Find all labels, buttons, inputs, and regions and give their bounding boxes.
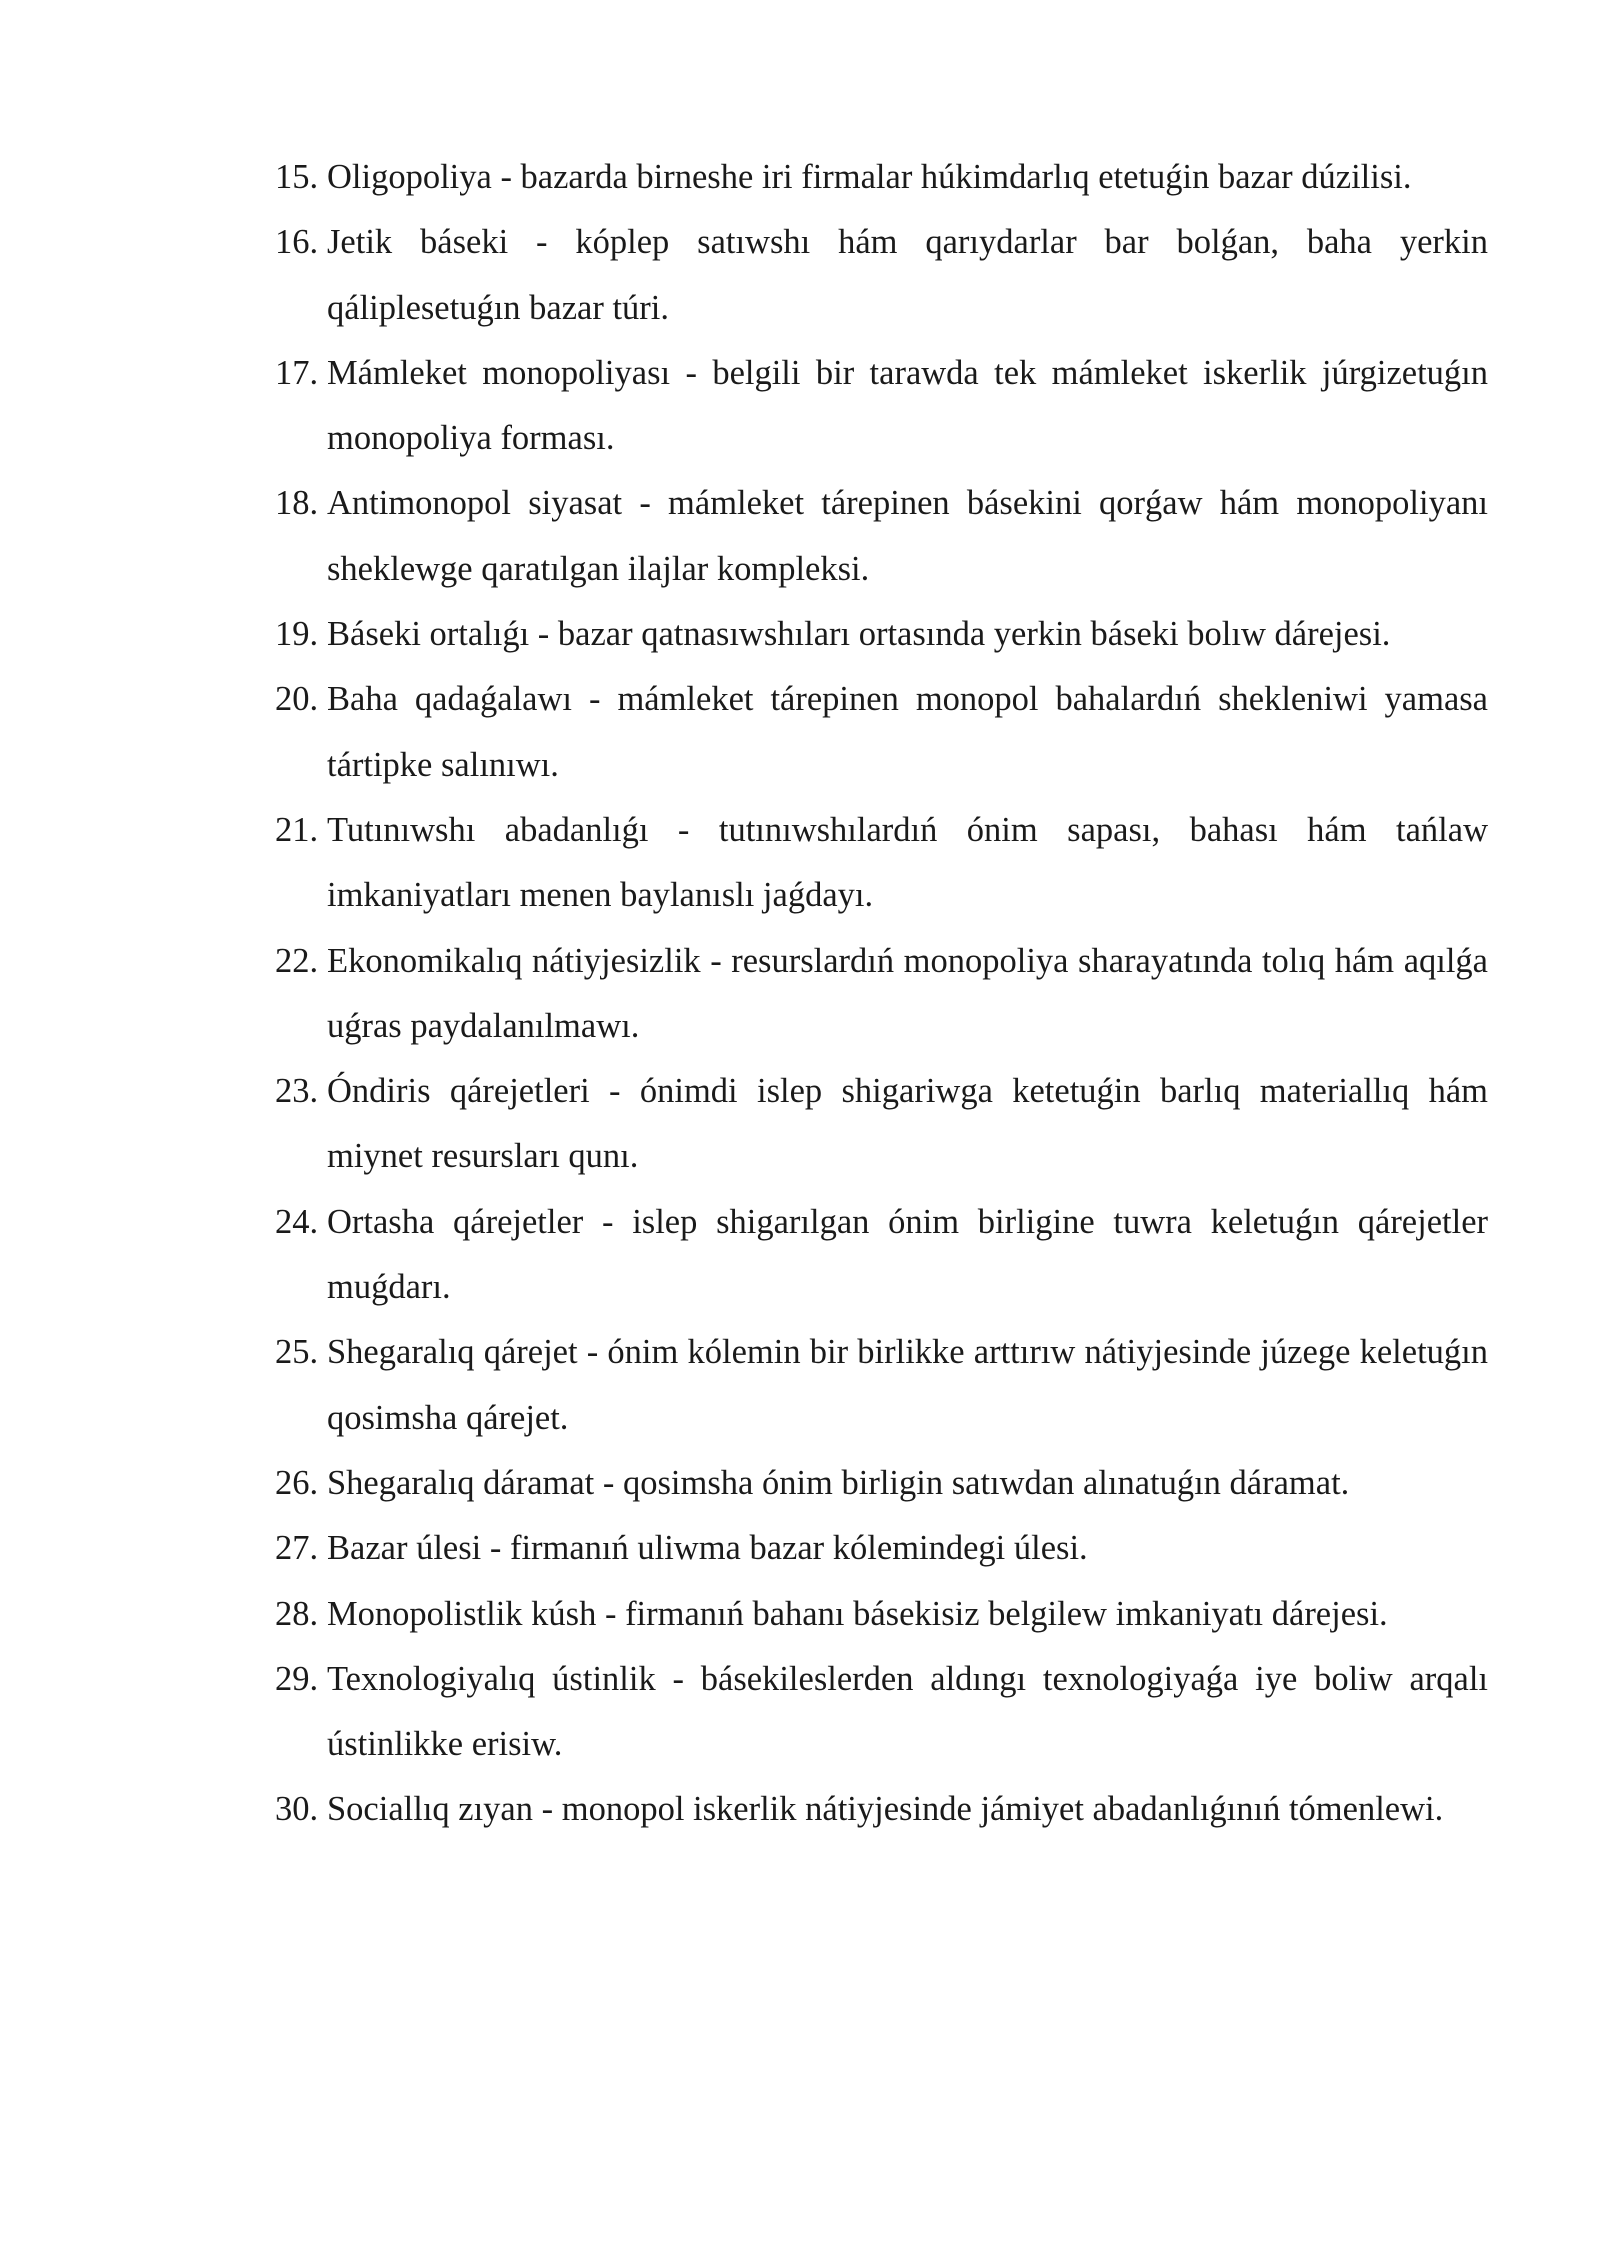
item-number: 29. <box>275 1659 319 1698</box>
item-text: Báseki ortalıǵı - bazar qatnasıwshıları ortasında yerkin báseki bolıw dárejesi. <box>327 615 1391 654</box>
item-number: 25. <box>275 1333 319 1372</box>
item-number: 30. <box>275 1790 319 1829</box>
item-number: 24. <box>275 1202 319 1241</box>
list-item <box>275 1777 1488 1842</box>
item-number: 15. <box>275 158 319 196</box>
item-text: Oligopoliya - bazarda birneshe iri firmalar húkimdarlıq etetuǵin bazar dúzilisi. <box>327 158 1412 196</box>
item-number: 20. <box>275 680 319 719</box>
item-number: 28. <box>275 1594 319 1633</box>
item-number: 19. <box>275 615 319 654</box>
list-item <box>275 210 1488 341</box>
item-text: Texnologiyalıq ústinlik - básekileslerden aldıngı texnologiyaǵa iye boliw arqalı ústinlikke erisiw. <box>327 1659 1488 1764</box>
item-text: Monopolistlik kúsh - firmanıń bahanı básekisiz belgilew imkaniyatı dárejesi. <box>327 1594 1388 1633</box>
item-text: Baha qadaǵalawı - mámleket tárepinen monopol bahalardıń shekleniwi yamasa tártipke salınıwı. <box>327 680 1488 784</box>
item-text: Antimonopol siyasat - mámleket tárepinen básekini qorǵaw hám monopoliyanı sheklewge qaratılgan ilajlar kompleksi. <box>327 484 1488 588</box>
item-text: Bazar úlesi - firmanıń uliwma bazar kólemindegi úlesi. <box>327 1529 1088 1568</box>
list-item <box>275 667 1488 798</box>
list-item <box>275 1059 1488 1190</box>
list-item <box>275 341 1488 472</box>
list-item <box>275 1582 1488 1647</box>
list-item <box>275 1451 1488 1516</box>
item-text: Jetik báseki - kóplep satıwshı hám qarıydarlar bar bolǵan, baha yerkin qáliplesetuǵın bazar túri. <box>327 223 1488 327</box>
item-text: Sociallıq zıyan - monopol iskerlik nátiyjesinde jámiyet abadanlıǵınıń tómenlewi. <box>327 1790 1444 1829</box>
item-text: Tutınıwshı abadanlıǵı - tutınıwshılardıń ónim sapası, bahası hám tańlaw imkaniyatları menen baylanıslı jaǵdayı. <box>327 810 1488 915</box>
item-text: Mámleket monopoliyası - belgili bir tarawda tek mámleket iskerlik júrgizetuǵın monopoliya forması. <box>327 353 1488 458</box>
item-number: 27. <box>275 1529 319 1568</box>
item-number: 22. <box>275 941 319 980</box>
item-text: Shegaralıq dáramat - qosimsha ónim birligin satıwdan alınatuǵın dáramat. <box>327 1463 1350 1502</box>
item-number: 17. <box>275 353 319 392</box>
item-number: 21. <box>275 810 319 849</box>
item-text: Shegaralıq qárejet - ónim kólemin bir birlikke arttırıw nátiyjesinde júzege keletuǵın qosimsha qárejet. <box>327 1333 1488 1437</box>
list-item <box>275 929 1488 1060</box>
item-text: Ortasha qárejetler - islep shigarılgan ónim birligine tuwra keletuǵın qárejetler muǵdarı. <box>327 1202 1488 1307</box>
definition-list <box>275 145 1488 1843</box>
list-item <box>275 1647 1488 1778</box>
item-text: Ekonomikalıq nátiyjesizlik - resurslardıń monopoliya sharayatında tolıq hám aqılǵa uǵras paydalanılmawı. <box>327 941 1488 1045</box>
list-item <box>275 602 1488 667</box>
list-item <box>275 1516 1488 1581</box>
list-item <box>275 1190 1488 1321</box>
list-item <box>275 145 1488 210</box>
item-number: 23. <box>275 1072 319 1111</box>
list-item <box>275 471 1488 602</box>
list-item <box>275 798 1488 929</box>
item-text: Óndiris qárejetleri - ónimdi islep shigariwga ketetuǵin barlıq materiallıq hám miynet resursları qunı. <box>327 1072 1488 1176</box>
item-number: 16. <box>275 223 319 262</box>
item-number: 18. <box>275 484 319 523</box>
list-item <box>275 1320 1488 1451</box>
item-number: 26. <box>275 1463 319 1502</box>
